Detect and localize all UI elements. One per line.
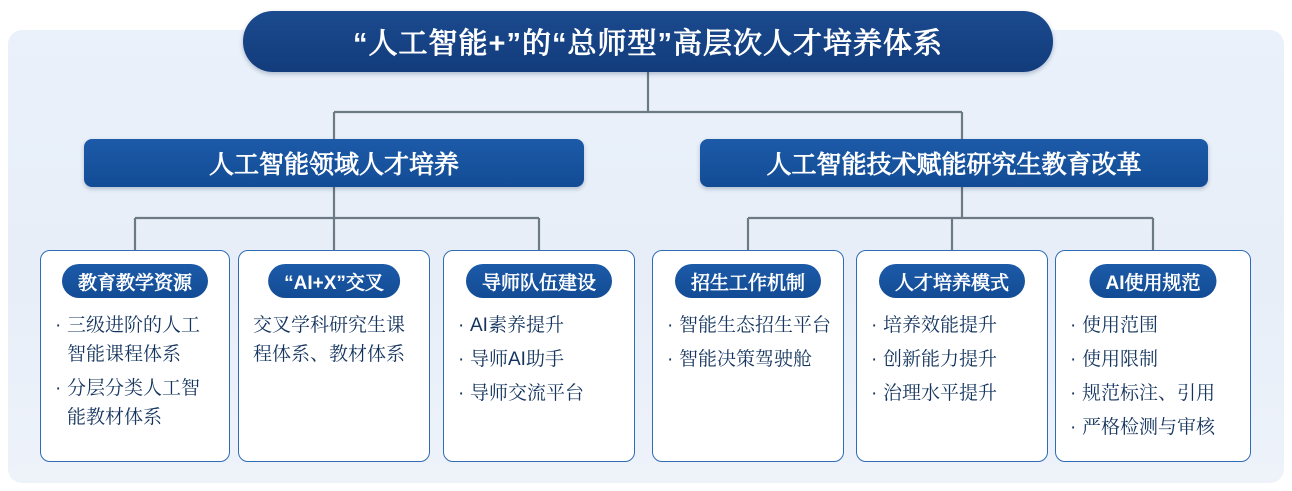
card-ai-plus-x <box>238 250 430 462</box>
list-item-label: 培养效能提升 <box>883 315 998 336</box>
bullet-icon: · <box>871 315 878 336</box>
list-item <box>871 379 1035 408</box>
card-ai-usage-standards <box>1055 250 1251 462</box>
list-item-label: 分层分类人工智能教材体系 <box>67 378 201 428</box>
branch-node-label: 人工智能技术赋能研究生教育改革 <box>766 151 1142 179</box>
list-item <box>55 374 217 432</box>
list-item <box>458 311 622 340</box>
list-item-label: 导师交流平台 <box>470 383 585 404</box>
bullet-icon: · <box>1070 383 1077 404</box>
card-header <box>466 264 612 298</box>
list-item-label: 智能决策驾驶舱 <box>679 349 813 370</box>
list-item-label: 使用限制 <box>1082 349 1159 370</box>
card-body <box>653 311 843 379</box>
card-body <box>857 311 1047 413</box>
card-header-label: “AI+X”交叉 <box>284 272 384 294</box>
bullet-icon: · <box>55 378 62 399</box>
list-item-label: 三级进阶的人工智能课程体系 <box>67 315 201 365</box>
list-item <box>1070 311 1238 340</box>
branch-node-education-reform <box>700 139 1208 187</box>
card-education-resources <box>40 250 230 462</box>
card-header <box>879 264 1025 298</box>
bullet-icon: · <box>871 349 878 370</box>
bullet-icon: · <box>1070 349 1077 370</box>
list-item-label: AI素养提升 <box>470 315 564 336</box>
card-header-label: 人才培养模式 <box>894 272 1010 294</box>
list-item <box>871 311 1035 340</box>
card-body <box>1056 311 1250 447</box>
bullet-icon: · <box>1070 315 1077 336</box>
card-header-label: 招生工作机制 <box>690 272 806 294</box>
list-item-label: 创新能力提升 <box>883 349 998 370</box>
card-body <box>41 311 229 437</box>
list-item-label: 导师AI助手 <box>470 349 564 370</box>
card-header-label: AI使用规范 <box>1105 272 1201 294</box>
diagram-title <box>243 11 1053 72</box>
list-item <box>458 379 622 408</box>
card-admission-mechanism <box>652 250 844 462</box>
card-body <box>239 311 429 369</box>
list-item <box>55 311 217 369</box>
card-text: 交叉学科研究生课程体系、教材体系 <box>253 315 406 365</box>
list-item-label: 严格检测与审核 <box>1082 417 1216 438</box>
list-item <box>458 345 622 374</box>
bullet-icon: · <box>871 383 878 404</box>
card-header-label: 导师队伍建设 <box>481 272 597 294</box>
card-header <box>62 264 208 298</box>
list-item-label: 治理水平提升 <box>883 383 998 404</box>
bullet-icon: · <box>458 349 465 370</box>
list-item-label: 规范标注、引用 <box>1082 383 1216 404</box>
card-supervisor-team <box>443 250 635 462</box>
bullet-icon: · <box>458 315 465 336</box>
bullet-icon: · <box>667 349 674 370</box>
list-item <box>667 311 831 340</box>
list-item <box>667 345 831 374</box>
diagram-title-text: “人工智能+”的“总师型”高层次人才培养体系 <box>353 28 943 60</box>
bullet-icon: · <box>55 315 62 336</box>
bullet-icon: · <box>1070 417 1077 438</box>
card-header <box>675 264 821 298</box>
card-header <box>1089 264 1216 298</box>
bullet-icon: · <box>667 315 674 336</box>
card-cultivation-mode <box>856 250 1048 462</box>
branch-node-talent-cultivation <box>84 139 584 187</box>
card-body <box>444 311 634 413</box>
list-item <box>1070 345 1238 374</box>
list-item <box>871 345 1035 374</box>
list-item-label: 智能生态招生平台 <box>679 315 832 336</box>
branch-node-label: 人工智能领域人才培养 <box>208 151 459 179</box>
list-item <box>1070 379 1238 408</box>
bullet-icon: · <box>458 383 465 404</box>
list-item-label: 使用范围 <box>1082 315 1159 336</box>
card-header <box>268 264 400 298</box>
list-item <box>1070 413 1238 442</box>
card-header-label: 教育教学资源 <box>77 272 193 294</box>
